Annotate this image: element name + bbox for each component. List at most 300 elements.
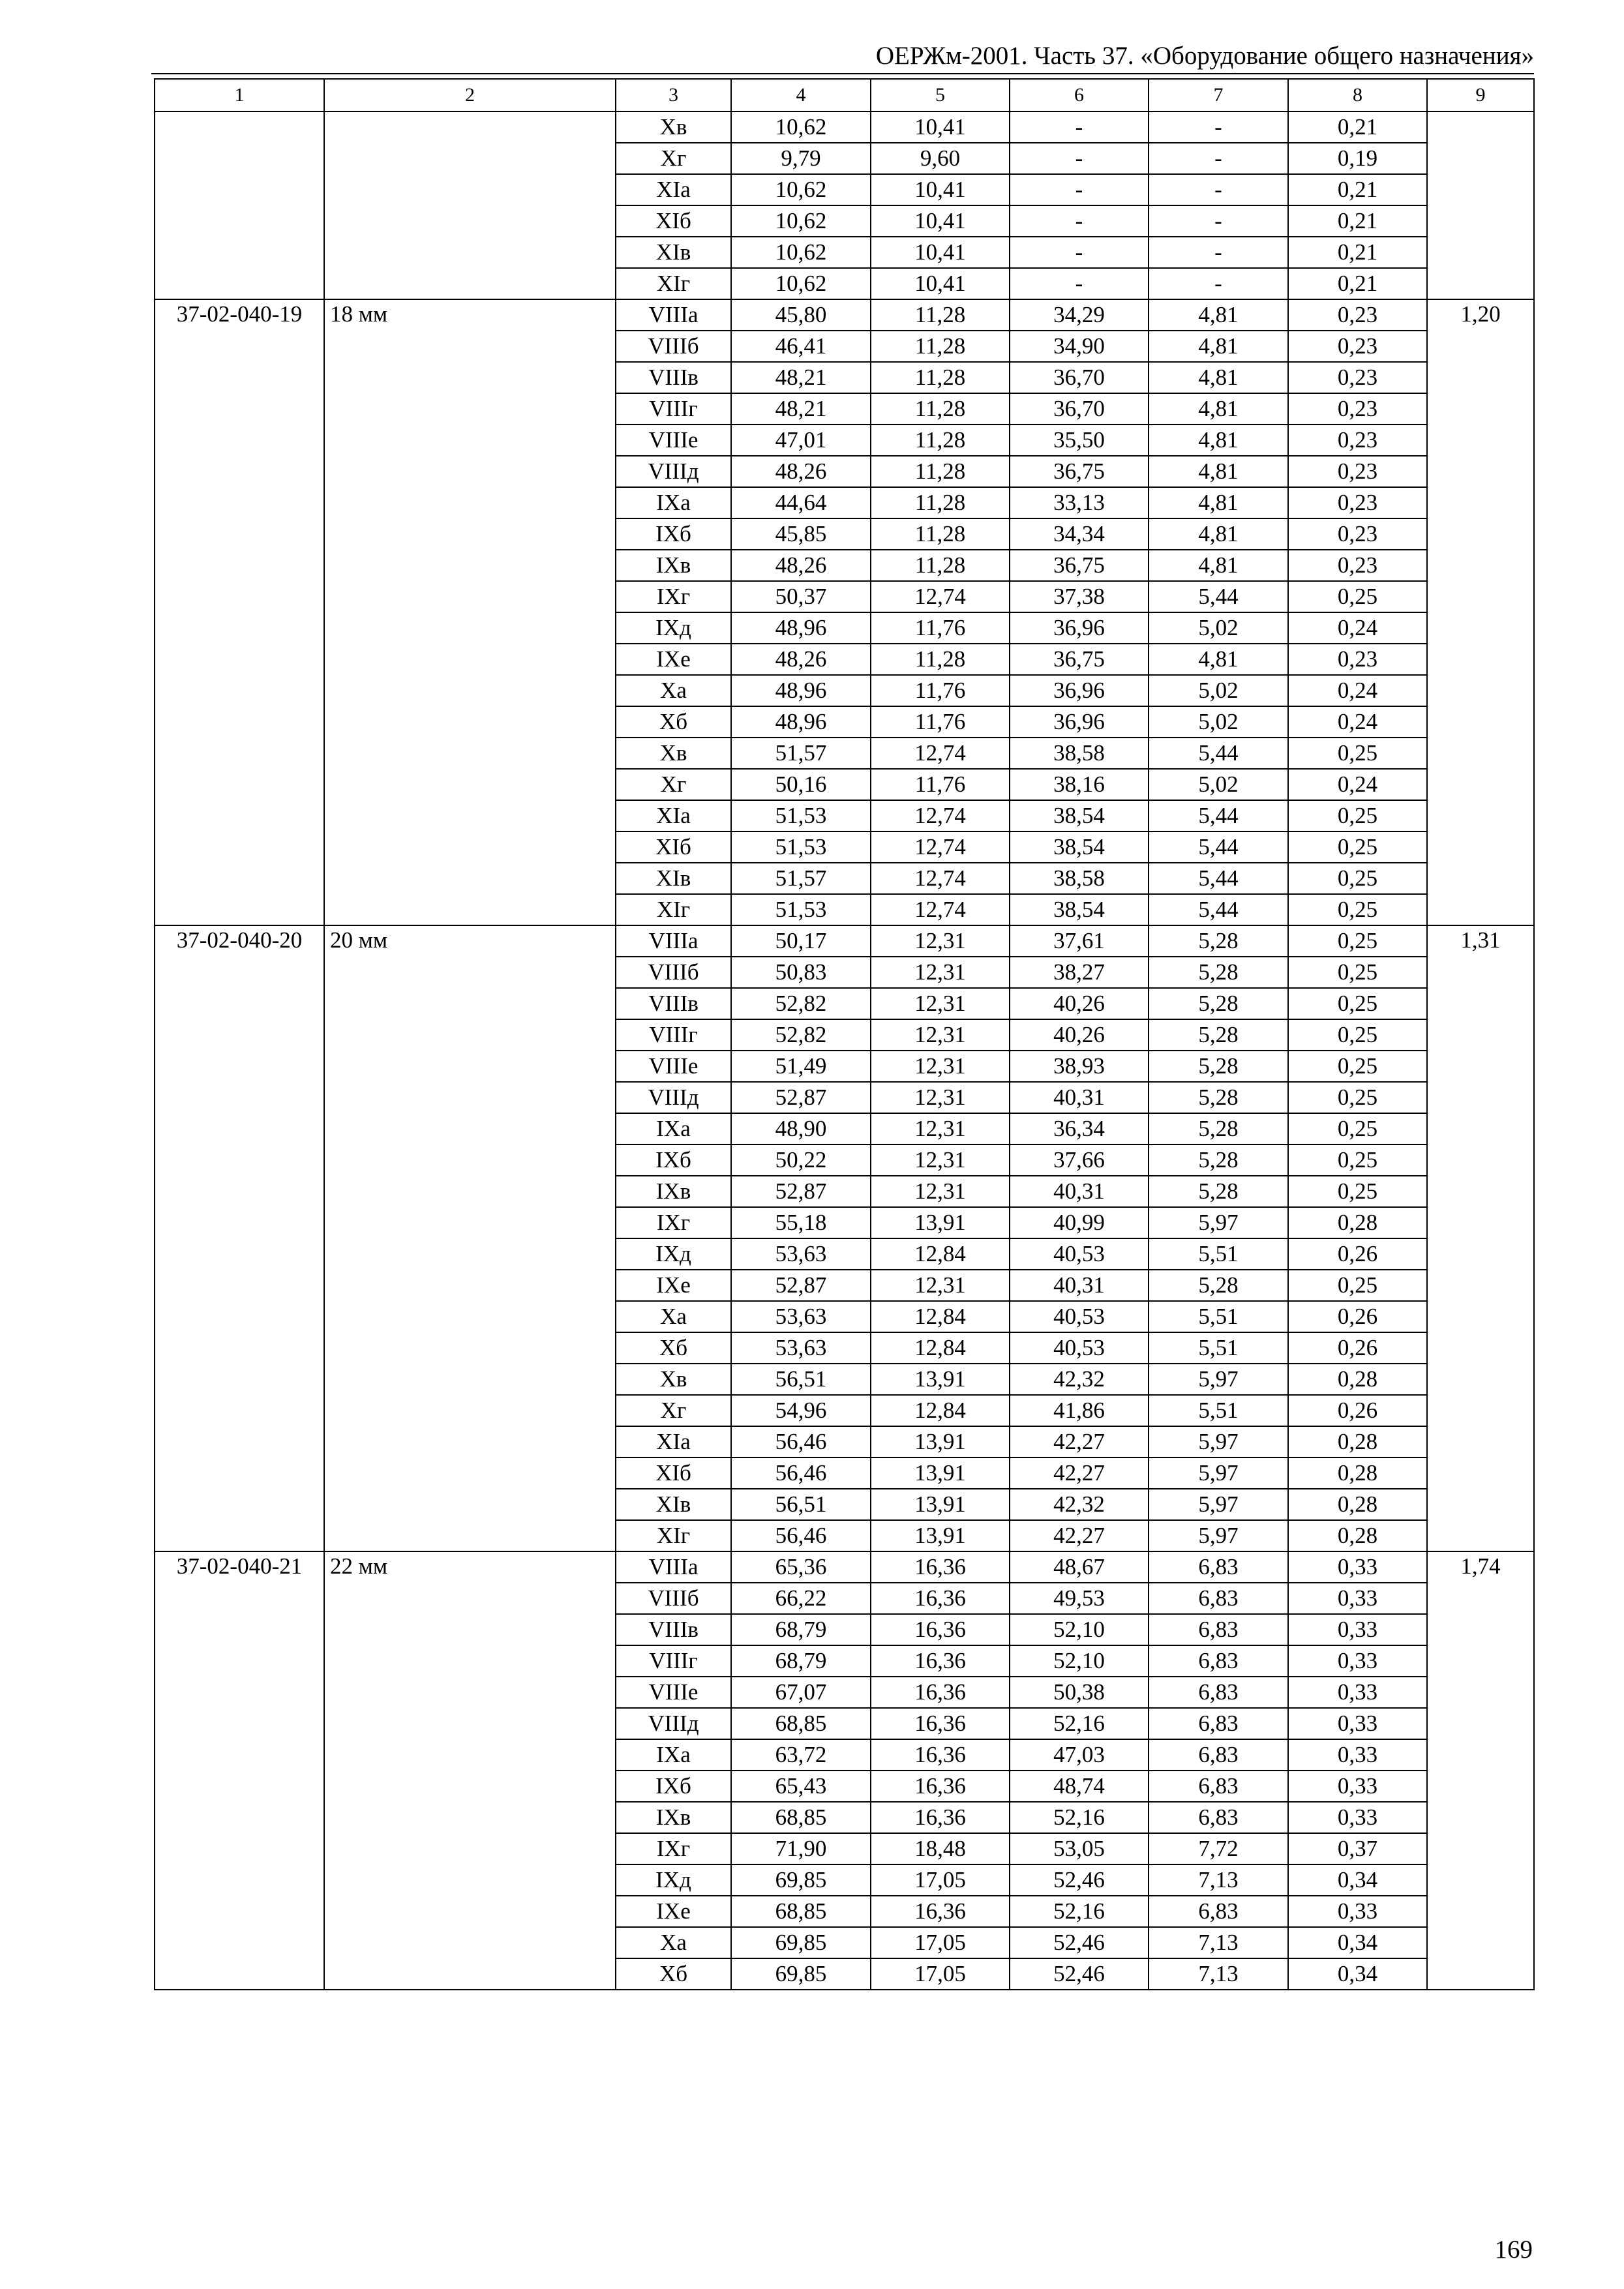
machinist-wages-cell: 5,02 bbox=[1149, 769, 1288, 800]
wages-cell: 10,41 bbox=[871, 174, 1010, 205]
machinist-wages-cell: 5,28 bbox=[1149, 1144, 1288, 1176]
machines-cell: 36,70 bbox=[1010, 362, 1149, 393]
class-cell: IХв bbox=[616, 1176, 731, 1207]
wages-cell: 10,41 bbox=[871, 268, 1010, 299]
column-number: 3 bbox=[616, 79, 731, 112]
machines-cell: 52,46 bbox=[1010, 1958, 1149, 1990]
machines-cell: - bbox=[1010, 268, 1149, 299]
total-cost-cell: 51,57 bbox=[731, 863, 871, 894]
wages-cell: 10,41 bbox=[871, 205, 1010, 237]
total-cost-cell: 45,80 bbox=[731, 299, 871, 331]
machines-cell: 40,31 bbox=[1010, 1176, 1149, 1207]
materials-cell: 0,23 bbox=[1288, 393, 1427, 425]
wages-cell: 18,48 bbox=[871, 1833, 1010, 1864]
total-cost-cell: 52,87 bbox=[731, 1082, 871, 1113]
total-cost-cell: 10,62 bbox=[731, 174, 871, 205]
machines-cell: 36,75 bbox=[1010, 644, 1149, 675]
total-cost-cell: 69,85 bbox=[731, 1958, 871, 1990]
wages-cell: 12,74 bbox=[871, 581, 1010, 612]
machinist-wages-cell: 5,44 bbox=[1149, 738, 1288, 769]
machines-cell: 34,34 bbox=[1010, 518, 1149, 550]
wages-cell: 11,28 bbox=[871, 550, 1010, 581]
materials-cell: 0,25 bbox=[1288, 800, 1427, 831]
wages-cell: 11,28 bbox=[871, 425, 1010, 456]
machinist-wages-cell: 7,13 bbox=[1149, 1927, 1288, 1958]
machinist-wages-cell: 5,28 bbox=[1149, 957, 1288, 988]
machines-cell: - bbox=[1010, 143, 1149, 174]
machines-cell: 38,16 bbox=[1010, 769, 1149, 800]
class-cell: IХв bbox=[616, 550, 731, 581]
class-cell: IХд bbox=[616, 1238, 731, 1270]
materials-cell: 0,28 bbox=[1288, 1364, 1427, 1395]
total-cost-cell: 50,37 bbox=[731, 581, 871, 612]
materials-cell: 0,33 bbox=[1288, 1896, 1427, 1927]
wages-cell: 12,84 bbox=[871, 1332, 1010, 1364]
class-cell: ХIб bbox=[616, 205, 731, 237]
class-cell: Хб bbox=[616, 706, 731, 738]
total-cost-cell: 56,46 bbox=[731, 1426, 871, 1458]
machinist-wages-cell: 5,28 bbox=[1149, 1019, 1288, 1051]
machines-cell: - bbox=[1010, 174, 1149, 205]
machines-cell: 40,99 bbox=[1010, 1207, 1149, 1238]
class-cell: ХIв bbox=[616, 237, 731, 268]
labor-hours-cell: 1,31 bbox=[1427, 925, 1534, 1551]
machines-cell: - bbox=[1010, 237, 1149, 268]
machines-cell: 52,46 bbox=[1010, 1864, 1149, 1896]
machinist-wages-cell: 4,81 bbox=[1149, 362, 1288, 393]
class-cell: IХа bbox=[616, 487, 731, 518]
materials-cell: 0,23 bbox=[1288, 425, 1427, 456]
machines-cell: 36,34 bbox=[1010, 1113, 1149, 1144]
machinist-wages-cell: 6,83 bbox=[1149, 1771, 1288, 1802]
class-cell: IХг bbox=[616, 581, 731, 612]
total-cost-cell: 10,62 bbox=[731, 268, 871, 299]
class-cell: VIIIг bbox=[616, 1019, 731, 1051]
machinist-wages-cell: 5,97 bbox=[1149, 1489, 1288, 1520]
wages-cell: 13,91 bbox=[871, 1364, 1010, 1395]
class-cell: Ха bbox=[616, 1927, 731, 1958]
materials-cell: 0,21 bbox=[1288, 205, 1427, 237]
machines-cell: - bbox=[1010, 112, 1149, 143]
machines-cell: 42,27 bbox=[1010, 1426, 1149, 1458]
wages-cell: 12,74 bbox=[871, 738, 1010, 769]
wages-cell: 16,36 bbox=[871, 1739, 1010, 1771]
machines-cell: 38,27 bbox=[1010, 957, 1149, 988]
machines-cell: 36,75 bbox=[1010, 550, 1149, 581]
machines-cell: 34,90 bbox=[1010, 331, 1149, 362]
materials-cell: 0,21 bbox=[1288, 174, 1427, 205]
wages-cell: 11,28 bbox=[871, 456, 1010, 487]
class-cell: VIIIе bbox=[616, 1051, 731, 1082]
materials-cell: 0,21 bbox=[1288, 268, 1427, 299]
total-cost-cell: 48,21 bbox=[731, 393, 871, 425]
running-header: ОЕРЖм-2001. Часть 37. «Оборудование общего назначения» bbox=[875, 42, 1534, 70]
total-cost-cell: 56,46 bbox=[731, 1458, 871, 1489]
total-cost-cell: 53,63 bbox=[731, 1301, 871, 1332]
rate-name-cell: 22 мм bbox=[324, 1551, 616, 1990]
total-cost-cell: 69,85 bbox=[731, 1927, 871, 1958]
class-cell: ХIв bbox=[616, 863, 731, 894]
class-cell: VIIIв bbox=[616, 362, 731, 393]
wages-cell: 10,41 bbox=[871, 237, 1010, 268]
total-cost-cell: 10,62 bbox=[731, 237, 871, 268]
wages-cell: 11,76 bbox=[871, 675, 1010, 706]
machines-cell: 40,31 bbox=[1010, 1082, 1149, 1113]
wages-cell: 12,31 bbox=[871, 925, 1010, 957]
labor-hours-cell bbox=[1427, 112, 1534, 299]
materials-cell: 0,33 bbox=[1288, 1708, 1427, 1739]
class-cell: VIIIа bbox=[616, 299, 731, 331]
total-cost-cell: 48,26 bbox=[731, 550, 871, 581]
class-cell: VIIIб bbox=[616, 957, 731, 988]
wages-cell: 11,28 bbox=[871, 644, 1010, 675]
machinist-wages-cell: - bbox=[1149, 268, 1288, 299]
wages-cell: 10,41 bbox=[871, 112, 1010, 143]
class-cell: ХIб bbox=[616, 1458, 731, 1489]
class-cell: Хг bbox=[616, 143, 731, 174]
materials-cell: 0,24 bbox=[1288, 612, 1427, 644]
class-cell: VIIIа bbox=[616, 1551, 731, 1583]
column-number: 8 bbox=[1288, 79, 1427, 112]
machinist-wages-cell: 5,51 bbox=[1149, 1301, 1288, 1332]
machinist-wages-cell: 5,02 bbox=[1149, 675, 1288, 706]
machines-cell: 38,93 bbox=[1010, 1051, 1149, 1082]
total-cost-cell: 9,79 bbox=[731, 143, 871, 174]
materials-cell: 0,25 bbox=[1288, 1176, 1427, 1207]
total-cost-cell: 53,63 bbox=[731, 1332, 871, 1364]
rate-code-cell: 37-02-040-19 bbox=[155, 299, 324, 925]
wages-cell: 11,28 bbox=[871, 299, 1010, 331]
machinist-wages-cell: 4,81 bbox=[1149, 331, 1288, 362]
machinist-wages-cell: 6,83 bbox=[1149, 1677, 1288, 1708]
materials-cell: 0,23 bbox=[1288, 362, 1427, 393]
machines-cell: 42,32 bbox=[1010, 1364, 1149, 1395]
class-cell: VIIIв bbox=[616, 1614, 731, 1645]
machines-cell: 40,53 bbox=[1010, 1332, 1149, 1364]
rate-name-cell: 20 мм bbox=[324, 925, 616, 1551]
materials-cell: 0,26 bbox=[1288, 1238, 1427, 1270]
total-cost-cell: 63,72 bbox=[731, 1739, 871, 1771]
machinist-wages-cell: 5,44 bbox=[1149, 581, 1288, 612]
materials-cell: 0,25 bbox=[1288, 581, 1427, 612]
materials-cell: 0,26 bbox=[1288, 1395, 1427, 1426]
machines-cell: 52,10 bbox=[1010, 1614, 1149, 1645]
total-cost-cell: 48,96 bbox=[731, 706, 871, 738]
class-cell: IХб bbox=[616, 1771, 731, 1802]
table-row bbox=[155, 1551, 1534, 1583]
class-cell: ХIв bbox=[616, 1489, 731, 1520]
machinist-wages-cell: 6,83 bbox=[1149, 1708, 1288, 1739]
class-cell: IХе bbox=[616, 1896, 731, 1927]
class-cell: IХг bbox=[616, 1833, 731, 1864]
wages-cell: 17,05 bbox=[871, 1927, 1010, 1958]
wages-cell: 11,28 bbox=[871, 331, 1010, 362]
total-cost-cell: 51,53 bbox=[731, 831, 871, 863]
machines-cell: 48,74 bbox=[1010, 1771, 1149, 1802]
wages-cell: 16,36 bbox=[871, 1802, 1010, 1833]
total-cost-cell: 50,17 bbox=[731, 925, 871, 957]
machinist-wages-cell: 7,13 bbox=[1149, 1958, 1288, 1990]
machines-cell: 38,54 bbox=[1010, 894, 1149, 925]
column-number: 5 bbox=[871, 79, 1010, 112]
class-cell: ХIг bbox=[616, 894, 731, 925]
total-cost-cell: 50,83 bbox=[731, 957, 871, 988]
machinist-wages-cell: - bbox=[1149, 237, 1288, 268]
machinist-wages-cell: 5,02 bbox=[1149, 706, 1288, 738]
machines-cell: 36,96 bbox=[1010, 612, 1149, 644]
materials-cell: 0,26 bbox=[1288, 1332, 1427, 1364]
materials-cell: 0,23 bbox=[1288, 487, 1427, 518]
wages-cell: 12,74 bbox=[871, 831, 1010, 863]
materials-cell: 0,23 bbox=[1288, 331, 1427, 362]
total-cost-cell: 68,85 bbox=[731, 1708, 871, 1739]
column-number: 2 bbox=[324, 79, 616, 112]
total-cost-cell: 44,64 bbox=[731, 487, 871, 518]
materials-cell: 0,34 bbox=[1288, 1927, 1427, 1958]
wages-cell: 11,76 bbox=[871, 612, 1010, 644]
total-cost-cell: 48,26 bbox=[731, 456, 871, 487]
class-cell: ХIб bbox=[616, 831, 731, 863]
total-cost-cell: 51,49 bbox=[731, 1051, 871, 1082]
machines-cell: 36,96 bbox=[1010, 675, 1149, 706]
materials-cell: 0,23 bbox=[1288, 456, 1427, 487]
class-cell: ХIа bbox=[616, 1426, 731, 1458]
machines-cell: 36,75 bbox=[1010, 456, 1149, 487]
class-cell: IХб bbox=[616, 518, 731, 550]
labor-hours-cell: 1,20 bbox=[1427, 299, 1534, 925]
total-cost-cell: 50,22 bbox=[731, 1144, 871, 1176]
class-cell: IХе bbox=[616, 1270, 731, 1301]
materials-cell: 0,28 bbox=[1288, 1458, 1427, 1489]
machinist-wages-cell: 5,28 bbox=[1149, 1051, 1288, 1082]
machines-cell: 36,70 bbox=[1010, 393, 1149, 425]
wages-cell: 16,36 bbox=[871, 1708, 1010, 1739]
materials-cell: 0,33 bbox=[1288, 1771, 1427, 1802]
machinist-wages-cell: 5,97 bbox=[1149, 1426, 1288, 1458]
machines-cell: 53,05 bbox=[1010, 1833, 1149, 1864]
total-cost-cell: 51,57 bbox=[731, 738, 871, 769]
class-cell: IХе bbox=[616, 644, 731, 675]
materials-cell: 0,28 bbox=[1288, 1426, 1427, 1458]
total-cost-cell: 48,90 bbox=[731, 1113, 871, 1144]
wages-cell: 12,84 bbox=[871, 1301, 1010, 1332]
wages-cell: 11,76 bbox=[871, 769, 1010, 800]
table-body bbox=[155, 79, 1534, 1990]
materials-cell: 0,25 bbox=[1288, 1270, 1427, 1301]
wages-cell: 12,74 bbox=[871, 894, 1010, 925]
machinist-wages-cell: 6,83 bbox=[1149, 1896, 1288, 1927]
machines-cell: 38,58 bbox=[1010, 738, 1149, 769]
machines-cell: 35,50 bbox=[1010, 425, 1149, 456]
class-cell: Хг bbox=[616, 769, 731, 800]
total-cost-cell: 10,62 bbox=[731, 205, 871, 237]
total-cost-cell: 69,85 bbox=[731, 1864, 871, 1896]
class-cell: Хб bbox=[616, 1958, 731, 1990]
wages-cell: 12,31 bbox=[871, 1051, 1010, 1082]
materials-cell: 0,23 bbox=[1288, 299, 1427, 331]
class-cell: IХд bbox=[616, 1864, 731, 1896]
machinist-wages-cell: 5,28 bbox=[1149, 988, 1288, 1019]
machinist-wages-cell: 5,28 bbox=[1149, 1176, 1288, 1207]
total-cost-cell: 65,43 bbox=[731, 1771, 871, 1802]
total-cost-cell: 47,01 bbox=[731, 425, 871, 456]
machinist-wages-cell: 5,28 bbox=[1149, 1082, 1288, 1113]
wages-cell: 13,91 bbox=[871, 1458, 1010, 1489]
class-cell: IХд bbox=[616, 612, 731, 644]
wages-cell: 16,36 bbox=[871, 1677, 1010, 1708]
column-number: 6 bbox=[1010, 79, 1149, 112]
total-cost-cell: 66,22 bbox=[731, 1583, 871, 1614]
materials-cell: 0,25 bbox=[1288, 1019, 1427, 1051]
materials-cell: 0,28 bbox=[1288, 1489, 1427, 1520]
total-cost-cell: 68,79 bbox=[731, 1645, 871, 1677]
wages-cell: 11,28 bbox=[871, 487, 1010, 518]
class-cell: Хв bbox=[616, 1364, 731, 1395]
materials-cell: 0,25 bbox=[1288, 1144, 1427, 1176]
class-cell: VIIIд bbox=[616, 456, 731, 487]
total-cost-cell: 52,82 bbox=[731, 1019, 871, 1051]
wages-cell: 13,91 bbox=[871, 1489, 1010, 1520]
class-cell: ХIг bbox=[616, 268, 731, 299]
wages-cell: 12,31 bbox=[871, 1176, 1010, 1207]
machinist-wages-cell: - bbox=[1149, 143, 1288, 174]
machinist-wages-cell: 7,72 bbox=[1149, 1833, 1288, 1864]
machinist-wages-cell: 5,02 bbox=[1149, 612, 1288, 644]
class-cell: VIIIд bbox=[616, 1708, 731, 1739]
materials-cell: 0,25 bbox=[1288, 831, 1427, 863]
rate-code-cell: 37-02-040-21 bbox=[155, 1551, 324, 1990]
class-cell: IХа bbox=[616, 1113, 731, 1144]
materials-cell: 0,25 bbox=[1288, 1051, 1427, 1082]
total-cost-cell: 56,51 bbox=[731, 1489, 871, 1520]
materials-cell: 0,33 bbox=[1288, 1739, 1427, 1771]
wages-cell: 12,31 bbox=[871, 1144, 1010, 1176]
total-cost-cell: 68,85 bbox=[731, 1802, 871, 1833]
machines-cell: 38,54 bbox=[1010, 800, 1149, 831]
class-cell: VIIIб bbox=[616, 331, 731, 362]
class-cell: VIIIд bbox=[616, 1082, 731, 1113]
total-cost-cell: 48,21 bbox=[731, 362, 871, 393]
header-rule bbox=[151, 73, 1534, 74]
rates-table bbox=[154, 78, 1535, 1990]
machinist-wages-cell: 5,97 bbox=[1149, 1207, 1288, 1238]
wages-cell: 9,60 bbox=[871, 143, 1010, 174]
total-cost-cell: 71,90 bbox=[731, 1833, 871, 1864]
total-cost-cell: 10,62 bbox=[731, 112, 871, 143]
wages-cell: 12,31 bbox=[871, 988, 1010, 1019]
machinist-wages-cell: 4,81 bbox=[1149, 299, 1288, 331]
materials-cell: 0,23 bbox=[1288, 518, 1427, 550]
total-cost-cell: 52,82 bbox=[731, 988, 871, 1019]
wages-cell: 16,36 bbox=[871, 1771, 1010, 1802]
total-cost-cell: 51,53 bbox=[731, 894, 871, 925]
machines-cell: 42,27 bbox=[1010, 1520, 1149, 1551]
class-cell: ХIг bbox=[616, 1520, 731, 1551]
wages-cell: 11,28 bbox=[871, 362, 1010, 393]
materials-cell: 0,33 bbox=[1288, 1645, 1427, 1677]
machinist-wages-cell: 5,44 bbox=[1149, 831, 1288, 863]
total-cost-cell: 48,96 bbox=[731, 612, 871, 644]
total-cost-cell: 50,16 bbox=[731, 769, 871, 800]
materials-cell: 0,34 bbox=[1288, 1864, 1427, 1896]
machines-cell: 40,31 bbox=[1010, 1270, 1149, 1301]
class-cell: IХг bbox=[616, 1207, 731, 1238]
machinist-wages-cell: 4,81 bbox=[1149, 456, 1288, 487]
wages-cell: 16,36 bbox=[871, 1551, 1010, 1583]
class-cell: Хб bbox=[616, 1332, 731, 1364]
machines-cell: 40,26 bbox=[1010, 988, 1149, 1019]
wages-cell: 13,91 bbox=[871, 1426, 1010, 1458]
wages-cell: 12,74 bbox=[871, 863, 1010, 894]
class-cell: IХб bbox=[616, 1144, 731, 1176]
machines-cell: 52,16 bbox=[1010, 1802, 1149, 1833]
machines-cell: 34,29 bbox=[1010, 299, 1149, 331]
class-cell: IХа bbox=[616, 1739, 731, 1771]
class-cell: IХв bbox=[616, 1802, 731, 1833]
machines-cell: 48,67 bbox=[1010, 1551, 1149, 1583]
total-cost-cell: 53,63 bbox=[731, 1238, 871, 1270]
materials-cell: 0,25 bbox=[1288, 863, 1427, 894]
machines-cell: 41,86 bbox=[1010, 1395, 1149, 1426]
rate-name-cell: 18 мм bbox=[324, 299, 616, 925]
class-cell: VIIIе bbox=[616, 1677, 731, 1708]
machinist-wages-cell: 4,81 bbox=[1149, 393, 1288, 425]
total-cost-cell: 52,87 bbox=[731, 1270, 871, 1301]
machinist-wages-cell: 5,44 bbox=[1149, 863, 1288, 894]
machinist-wages-cell: - bbox=[1149, 174, 1288, 205]
machinist-wages-cell: 5,44 bbox=[1149, 800, 1288, 831]
class-cell: Ха bbox=[616, 675, 731, 706]
machines-cell: 37,38 bbox=[1010, 581, 1149, 612]
total-cost-cell: 51,53 bbox=[731, 800, 871, 831]
total-cost-cell: 55,18 bbox=[731, 1207, 871, 1238]
materials-cell: 0,33 bbox=[1288, 1551, 1427, 1583]
wages-cell: 17,05 bbox=[871, 1958, 1010, 1990]
machines-cell: 33,13 bbox=[1010, 487, 1149, 518]
wages-cell: 12,31 bbox=[871, 1082, 1010, 1113]
wages-cell: 12,31 bbox=[871, 1113, 1010, 1144]
machines-cell: 52,16 bbox=[1010, 1708, 1149, 1739]
total-cost-cell: 46,41 bbox=[731, 331, 871, 362]
table-row bbox=[155, 925, 1534, 957]
class-cell: Хв bbox=[616, 738, 731, 769]
class-cell: VIIIе bbox=[616, 425, 731, 456]
class-cell: VIIIа bbox=[616, 925, 731, 957]
total-cost-cell: 45,85 bbox=[731, 518, 871, 550]
total-cost-cell: 67,07 bbox=[731, 1677, 871, 1708]
materials-cell: 0,25 bbox=[1288, 1082, 1427, 1113]
machinist-wages-cell: 5,97 bbox=[1149, 1458, 1288, 1489]
machines-cell: 37,66 bbox=[1010, 1144, 1149, 1176]
wages-cell: 11,28 bbox=[871, 518, 1010, 550]
machinist-wages-cell: - bbox=[1149, 205, 1288, 237]
machinist-wages-cell: - bbox=[1149, 112, 1288, 143]
wages-cell: 12,74 bbox=[871, 800, 1010, 831]
materials-cell: 0,26 bbox=[1288, 1301, 1427, 1332]
total-cost-cell: 52,87 bbox=[731, 1176, 871, 1207]
machinist-wages-cell: 6,83 bbox=[1149, 1614, 1288, 1645]
wages-cell: 13,91 bbox=[871, 1207, 1010, 1238]
machinist-wages-cell: 4,81 bbox=[1149, 518, 1288, 550]
materials-cell: 0,28 bbox=[1288, 1520, 1427, 1551]
machinist-wages-cell: 5,28 bbox=[1149, 925, 1288, 957]
machinist-wages-cell: 6,83 bbox=[1149, 1739, 1288, 1771]
class-cell: VIIIб bbox=[616, 1583, 731, 1614]
machines-cell: 49,53 bbox=[1010, 1583, 1149, 1614]
wages-cell: 16,36 bbox=[871, 1896, 1010, 1927]
materials-cell: 0,24 bbox=[1288, 675, 1427, 706]
class-cell: Хг bbox=[616, 1395, 731, 1426]
